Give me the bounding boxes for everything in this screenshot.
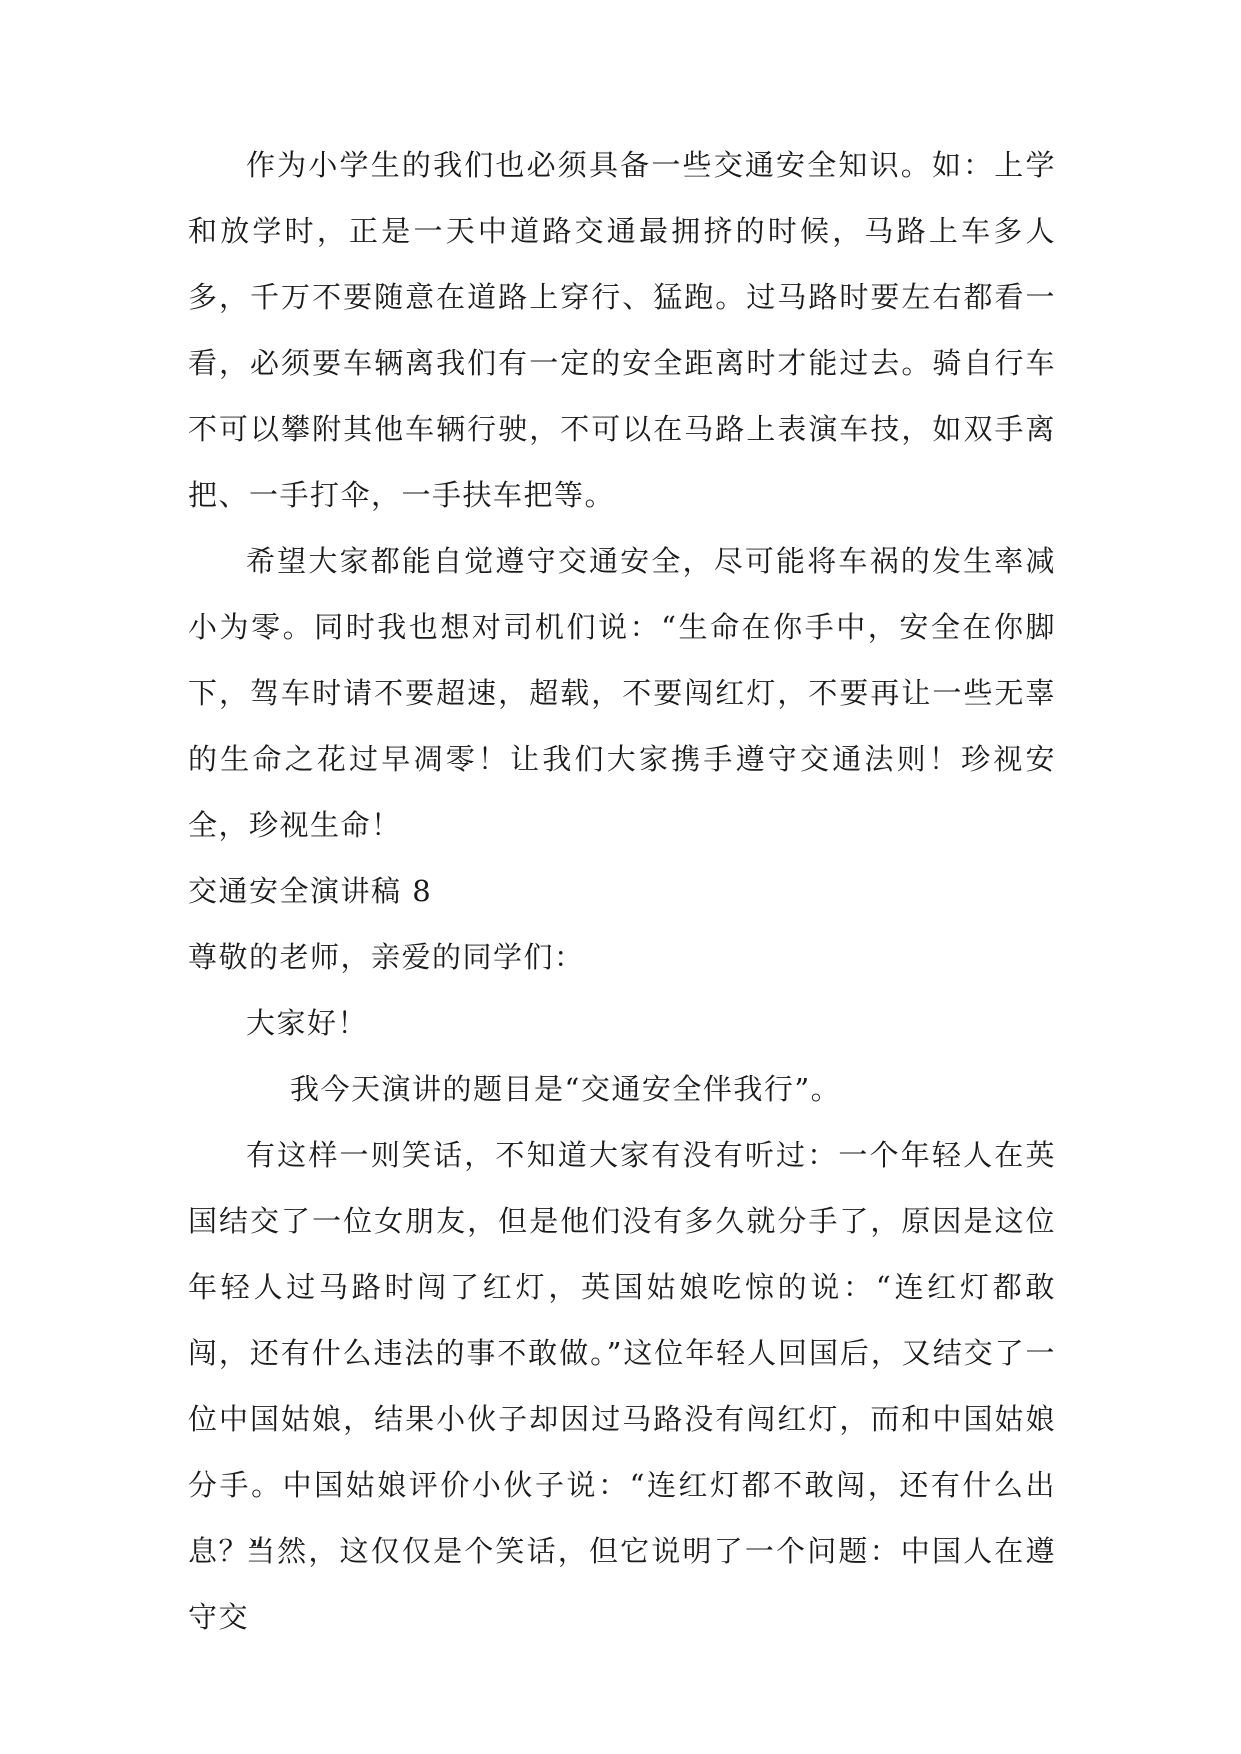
salutation: 尊敬的老师，亲爱的同学们：: [188, 940, 585, 974]
paragraph-traffic-knowledge: 作为小学生的我们也必须具备一些交通安全知识。如：上学和放学时，正是一天中道路交通最拥挤的时候，马路上车多人多，千万不要随意在道路上穿行、猛跑。过马路时要左右都看一看，必须要车辆离我们有一定的安全距离时才能过去。骑自行车不可以攀附其他车辆行驶，不可以在马路上表演车技，如双手离把、一手打伞，一手扶车把等。: [188, 148, 1056, 512]
greeting: 大家好！: [246, 1006, 369, 1040]
speech-title: 交通安全演讲稿 8: [188, 874, 433, 908]
paragraph-appeal-to-drivers: 希望大家都能自觉遵守交通安全，尽可能将车祸的发生率减小为零。同时我也想对司机们说：“生命在你手中，安全在你脚下，驾车时请不要超速，超载，不要闯红灯，不要再让一些无辜的生命之花过早凋零！让我们大家携手遵守交通法则！珍视安全，珍视生命！: [188, 544, 1056, 842]
speech-topic: 我今天演讲的题目是“交通安全伴我行”。: [290, 1072, 842, 1106]
paragraph-conclusion-start: 当然，这仅仅是个笑话，但它说明了一个问题：中国人在遵守交: [188, 1534, 1056, 1634]
paragraph-joke: 有这样一则笑话，不知道大家有没有听过：一个年轻人在英国结交了一位女朋友，但是他们没有多久就分手了，原因是这位年轻人过马路时闯了红灯，英国姑娘吃惊的说：“连红灯都敢闯，还有什么违法的事不敢做。”这位年轻人回国后，又结交了一位中国姑娘，结果小伙子却因过马路没有闯红灯，而和中国姑娘分手。中国姑娘评价小伙子说：“连红灯都不敢闯，还有什么出息？”: [188, 1138, 1056, 1568]
